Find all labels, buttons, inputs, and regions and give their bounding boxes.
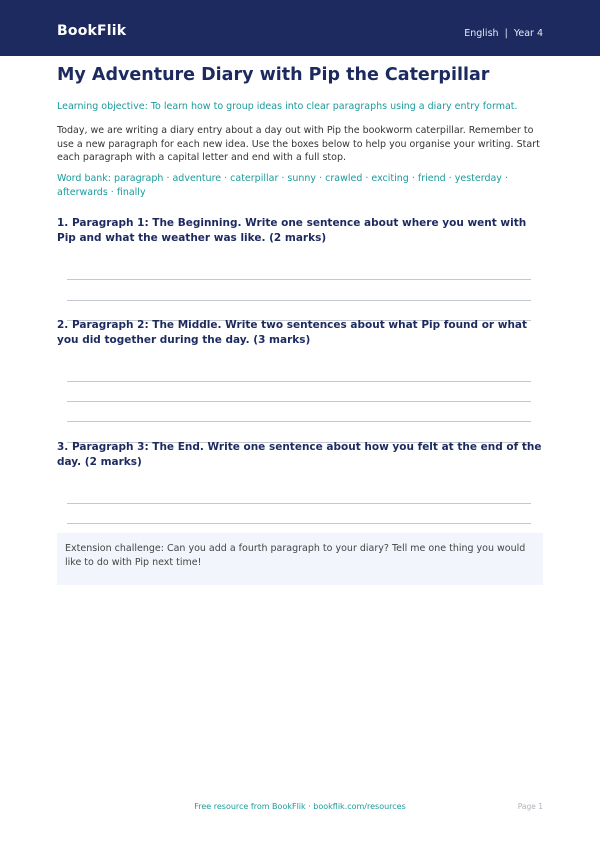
answer-line-3b[interactable] — [67, 523, 531, 524]
learning-objective: Learning objective: To learn how to group ideas into clear paragraphs using a diary entry format. — [57, 101, 518, 112]
header-bar — [0, 0, 600, 56]
answer-line-2c[interactable] — [67, 421, 531, 422]
page-number: Page 1 — [517, 802, 543, 811]
intro-text: Today, we are writing a diary entry about a day out with Pip the bookworm caterpillar. Remember to use a new paragraph for each new idea. Use the boxes below to help you organise your writing. Start each paragraph with a capital letter and end with a full stop. — [57, 125, 540, 164]
word-bank: Word bank: paragraph · adventure · caterpillar · sunny · crawled · exciting · friend · yesterday · afterwards · finally — [57, 173, 508, 198]
answer-line-1b[interactable] — [67, 300, 531, 301]
answer-line-3a[interactable] — [67, 503, 531, 504]
brand-logo-text: BookFlik — [57, 23, 127, 39]
page-title: My Adventure Diary with Pip the Caterpillar — [57, 65, 490, 85]
answer-line-2a[interactable] — [67, 381, 531, 382]
question-2: 2. Paragraph 2: The Middle. Write two sentences about what Pip found or what you did together during the day. (3 marks) — [57, 319, 528, 346]
extension-challenge-box — [57, 533, 543, 585]
answer-line-1a[interactable] — [67, 279, 531, 280]
footer-source-link[interactable]: Free resource from BookFlik · bookflik.com/resources — [194, 802, 406, 811]
question-3: 3. Paragraph 3: The End. Write one sentence about how you felt at the end of the day. (2 marks) — [57, 441, 542, 468]
question-1: 1. Paragraph 1: The Beginning. Write one sentence about where you went with Pip and what the weather was like. (2 marks) — [57, 217, 527, 244]
subject-year-label: English | Year 4 — [464, 28, 543, 39]
answer-line-2b[interactable] — [67, 401, 531, 402]
extension-challenge-text: Extension challenge: Can you add a fourth paragraph to your diary? Tell me one thing you would like to do with Pip next time! — [65, 543, 526, 568]
